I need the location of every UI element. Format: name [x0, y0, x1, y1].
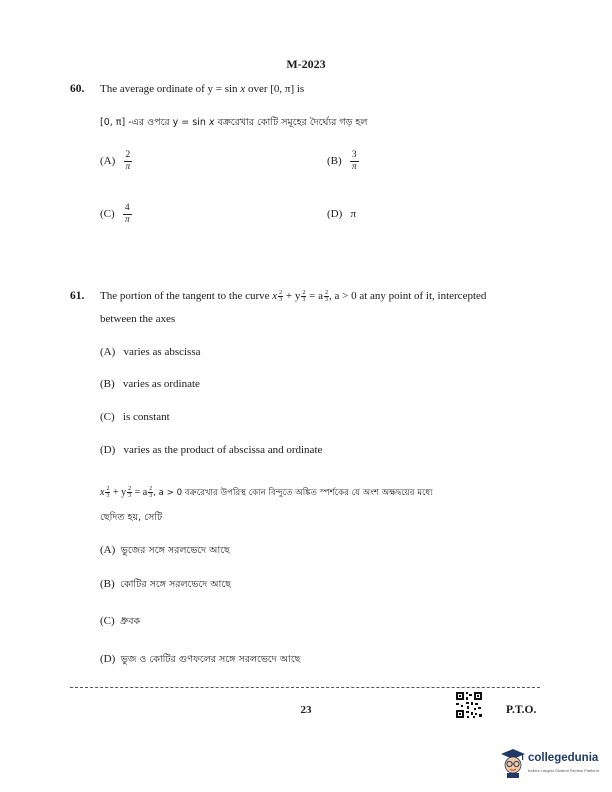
q61-option-d-bn: (D) ভুজ ও কোটির গুণফলের সঙ্গে সরলভেদে আছে: [100, 653, 301, 665]
footer-divider: [70, 687, 540, 688]
q60-option-c: (C) $\frac{4}{\pi}$: [100, 203, 130, 225]
q61-option-b-en: (B) varies as ordinate: [100, 378, 200, 390]
q61-option-b-bn: (B) কোটির সঙ্গে সরলভেদে আছে: [100, 578, 231, 590]
question-60-bengali: [0, π] -এর ওপরে y = sin x বক্ররেখার কোটি সমূহের দৈর্ঘ্যের গড় হল: [100, 117, 368, 128]
collegedunia-tagline: India's Largest Student Review Platform: [528, 768, 600, 773]
question-60-english: The average ordinate of y = sin x over [0, π] is: [100, 83, 305, 95]
q60-option-b: (B) $\frac{3}{\pi}$: [327, 150, 357, 172]
qr-code-icon: [455, 691, 483, 719]
please-turn-over: P.T.O.: [506, 704, 537, 716]
paper-code: M-2023: [286, 57, 326, 71]
question-61-bengali-line1: x $\frac{2}{3}$ + y $\frac{2}{3}$ = a $\frac{2}{3}$ , a > 0 বক্ররেখার উপরিস্থ কোন বিন্দুতে অঙ্কিত স্পর্শকের যে অংশ অক্ষদ্বয়ের মধ্যে: [100, 486, 433, 499]
question-61-english-line2: between the axes: [100, 313, 176, 325]
q60-option-d: (D) π: [327, 208, 357, 220]
question-61-bengali-line2: ছেদিত হয়, সেটি: [100, 512, 163, 523]
collegedunia-mascot-icon: [500, 748, 526, 778]
question-61-english-line1: The portion of the tangent to the curve x $\frac{2}{3}$ + y $\frac{2}{3}$ = a $\frac{2}{3}$ , a > 0 at any point of it, intercepted: [100, 290, 487, 303]
q61-option-a-bn: (A) ভুজের সঙ্গে সরলভেদে আছে: [100, 544, 230, 556]
question-61-number: 61.: [70, 290, 85, 302]
q60-option-a: (A) $\frac{2}{\pi}$: [100, 150, 131, 172]
q61-option-d-en: (D) varies as the product of abscissa and ordinate: [100, 444, 323, 456]
question-60-number: 60.: [70, 83, 85, 95]
page-number: 23: [300, 704, 312, 716]
q61-option-c-bn: (C) ধ্রুবক: [100, 615, 141, 627]
collegedunia-logo-text: collegedunia: [528, 752, 599, 764]
q61-option-a-en: (A) varies as abscissa: [100, 346, 201, 358]
q61-option-c-en: (C) is constant: [100, 411, 170, 423]
